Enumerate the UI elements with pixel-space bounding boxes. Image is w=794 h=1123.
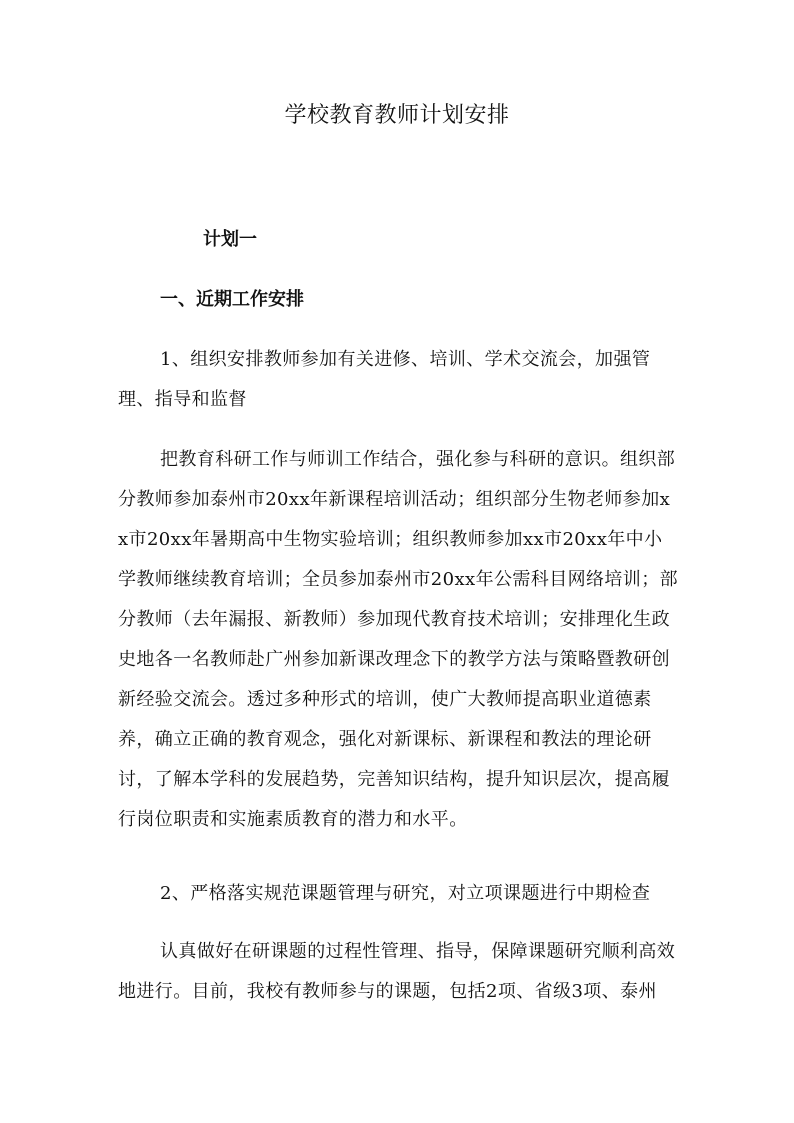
- item-1-heading: 1、组织安排教师参加有关进修、培训、学术交流会，加强管理、指导和监督: [118, 349, 651, 410]
- item-2-heading: 2、严格落实规范课题管理与研究，对立项课题进行中期检查: [160, 883, 651, 904]
- section-heading: 一、近期工作安排: [160, 289, 304, 310]
- document-title: 学校教育教师计划安排: [284, 103, 510, 128]
- item-2-body: 认真做好在研课题的过程性管理、指导，保障课题研究顺利高效地进行。目前，我校有教师参与的课题，包括2项、省级3项、泰州: [118, 941, 676, 1002]
- item-1-body: 把教育科研工作与师训工作结合，强化参与科研的意识。组织部分教师参加泰州市20xx年新课程培训活动；组织部分生物老师参加xx市20xx年暑期高中生物实验培训；组织教师参加xx市20xx年中小学教师继续教育培训；全员参加泰州市20xx年公需科目网络培训；部分教师（去年漏报、新教师）参加现代教育技术培训；安排理化生政史地各一名教师赴广州参加新课改理念下的教学方法与策略暨教研创新经验交流会。透过多种形式的培训，使广大教师提高职业道德素养，确立正确的教育观念，强化对新课标、新课程和教法的理论研讨，了解本学科的发展趋势，完善知识结构，提升知识层次，提高履行岗位职责和实施素质教育的潜力和水平。: [118, 449, 679, 830]
- plan-label: 计划一: [203, 229, 257, 250]
